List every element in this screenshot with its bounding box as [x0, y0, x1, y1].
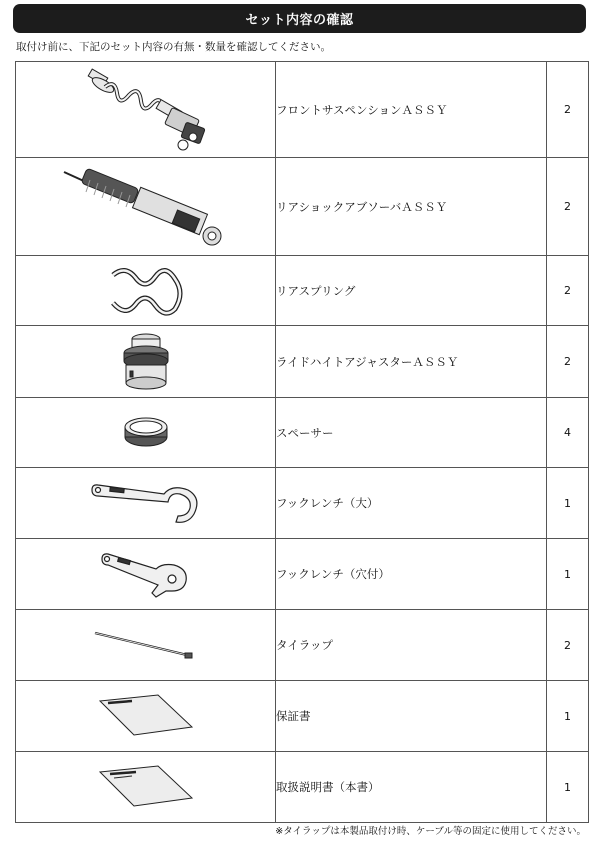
item-image-cell — [16, 468, 276, 539]
rear-spring-icon — [101, 263, 191, 319]
item-name: フックレンチ（穴付） — [276, 539, 547, 610]
item-name: スペーサー — [276, 398, 547, 468]
hook-wrench-holed-icon — [96, 549, 196, 599]
table-row — [16, 468, 589, 539]
item-name: リアスプリング — [276, 256, 547, 326]
table-row — [16, 326, 589, 398]
table-row — [16, 752, 589, 823]
intro-text: 取付け前に、下記のセット内容の有無・数量を確認してください。 — [16, 41, 331, 53]
front-suspension-icon — [71, 65, 221, 155]
warranty-card-icon — [96, 693, 196, 739]
page-title: セット内容の確認 — [13, 4, 586, 33]
table-row — [16, 62, 589, 158]
item-image-cell — [16, 539, 276, 610]
item-quantity: 2 — [547, 256, 589, 326]
item-quantity: 1 — [547, 468, 589, 539]
item-image-cell — [16, 62, 276, 158]
item-name: タイラップ — [276, 610, 547, 681]
item-image-cell — [16, 256, 276, 326]
item-quantity: 2 — [547, 326, 589, 398]
item-quantity: 2 — [547, 62, 589, 158]
cable-tie-icon — [91, 627, 201, 663]
ride-height-adjuster-icon — [116, 331, 176, 393]
item-image-cell — [16, 681, 276, 752]
item-name: 取扱説明書（本書） — [276, 752, 547, 823]
item-name: フロントサスペンションＡＳＳＹ — [276, 62, 547, 158]
item-quantity: 2 — [547, 610, 589, 681]
item-quantity: 4 — [547, 398, 589, 468]
item-image-cell — [16, 398, 276, 468]
item-name: フックレンチ（大） — [276, 468, 547, 539]
item-name: 保証書 — [276, 681, 547, 752]
item-name: ライドハイトアジャスターＡＳＳＹ — [276, 326, 547, 398]
manual-icon — [96, 764, 196, 810]
item-name: リアショックアブソーバＡＳＳＹ — [276, 158, 547, 256]
item-image-cell — [16, 752, 276, 823]
spacer-icon — [121, 415, 171, 451]
item-quantity: 1 — [547, 539, 589, 610]
table-row — [16, 256, 589, 326]
table-row — [16, 539, 589, 610]
rear-shock-icon — [56, 162, 236, 252]
table-row — [16, 158, 589, 256]
footnote: ※タイラップは本製品取付け時、ケーブル等の固定に使用してください。 — [275, 826, 586, 837]
item-quantity: 2 — [547, 158, 589, 256]
item-image-cell — [16, 158, 276, 256]
item-image-cell — [16, 326, 276, 398]
item-image-cell — [16, 610, 276, 681]
table-row — [16, 681, 589, 752]
table-row — [16, 610, 589, 681]
contents-table — [15, 61, 589, 823]
table-row — [16, 398, 589, 468]
item-quantity: 1 — [547, 752, 589, 823]
item-quantity: 1 — [547, 681, 589, 752]
hook-wrench-large-icon — [86, 480, 206, 526]
